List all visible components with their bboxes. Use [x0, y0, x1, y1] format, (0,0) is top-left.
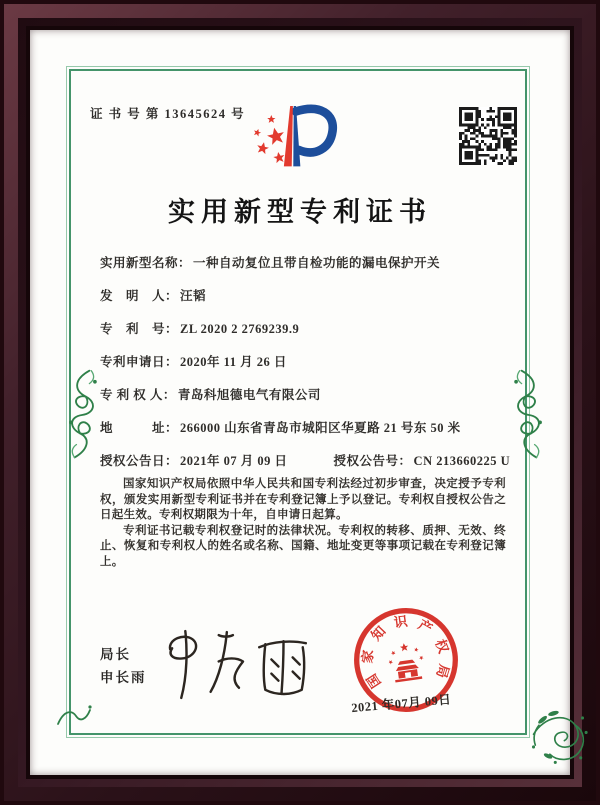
certificate-number: 证 书 号 第 13645624 号 — [90, 107, 246, 121]
seal-char: 国 — [363, 671, 384, 691]
seal-char: 家 — [359, 649, 376, 665]
field-value: 2020年 11 月 26 日 — [180, 355, 287, 369]
legal-text — [100, 477, 506, 570]
cnipa-logo-icon — [247, 96, 349, 178]
seal-date: 2021 年07月 09日 — [350, 692, 452, 716]
field-value: 一种自动复位且带自检功能的漏电保护开关 — [193, 256, 441, 270]
grant-date-label: 授权公告日： — [100, 454, 179, 468]
field-label: 专利申请日： — [100, 355, 179, 369]
field-row-address — [100, 418, 512, 451]
seal-char: 识 — [392, 613, 409, 631]
seal-char: 知 — [368, 623, 389, 644]
certificate-title: 实用新型专利证书 — [168, 197, 432, 227]
field-value: 青岛科旭德电气有限公司 — [177, 388, 321, 402]
director-signature — [160, 626, 322, 704]
grant-no-value: CN 213660225 U — [413, 454, 511, 468]
field-label: 专 利 权 人： — [100, 388, 176, 402]
right-flourish-ornament — [505, 366, 553, 464]
qr-code — [459, 107, 517, 165]
field-label: 地 址： — [100, 421, 179, 435]
signer-title: 局长 — [100, 647, 131, 662]
field-value: 266000 山东省青岛市城阳区华夏路 21 号东 50 米 — [180, 421, 461, 435]
legal-paragraph-1: 国家知识产权局依照中华人民共和国专利法经过初步审查，决定授予专利权，颁发实用新型专利证书并在专利登记簿上予以登记。专利权自授权公告之日起生效。专利权期限为十年，自申请日起算。 — [100, 478, 506, 521]
seal-char: 局 — [433, 662, 452, 680]
small-flourish-ornament — [56, 702, 92, 728]
field-value: ZL 2020 2 2769239.9 — [180, 322, 300, 336]
legal-paragraph-2: 专利证书记载专利权登记时的法律状况。专利权的转移、质押、无效、终止、恢复和专利权人的姓名或名称、国籍、地址变更等事项记载在专利登记簿上。 — [100, 524, 506, 568]
certificate-fields — [100, 253, 512, 484]
field-label: 实用新型名称： — [100, 256, 192, 270]
signer-name: 申长雨 — [100, 670, 147, 685]
corner-flourish-ornament — [524, 698, 592, 766]
national-emblem-icon — [385, 641, 427, 684]
field-label: 发 明 人： — [100, 289, 179, 303]
field-row-filing-date — [100, 352, 512, 385]
field-value: 汪韬 — [180, 289, 207, 303]
grant-no-label: 授权公告号： — [333, 454, 412, 468]
field-row-patent-no — [100, 319, 512, 352]
field-row-patentee — [100, 385, 512, 418]
left-flourish-ornament — [58, 366, 106, 464]
field-row-name — [100, 253, 512, 286]
grant-date-value: 2021年 07 月 09 日 — [180, 454, 288, 468]
seal-char: 权 — [432, 637, 452, 656]
field-label: 专 利 号： — [100, 322, 179, 336]
field-row-inventor — [100, 286, 512, 319]
seal-char: 产 — [415, 616, 435, 637]
